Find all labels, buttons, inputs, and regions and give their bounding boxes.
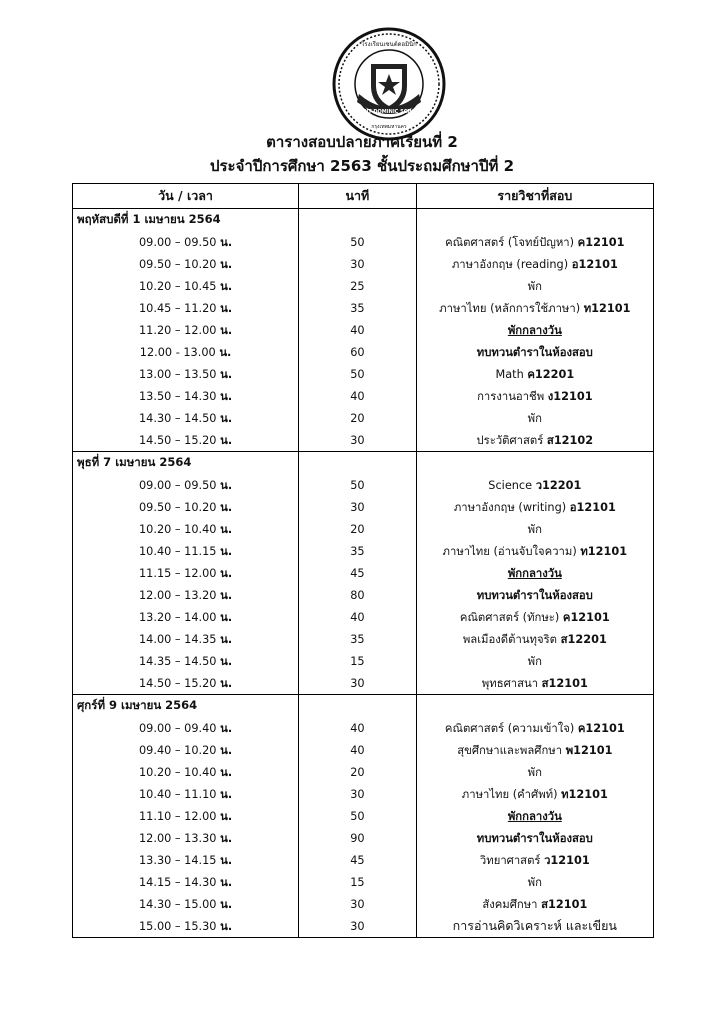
- subject-cell: [416, 518, 653, 540]
- subject-code: ส12201: [560, 633, 607, 646]
- subject-cell: [416, 783, 653, 805]
- minutes-cell: 15: [299, 650, 417, 672]
- subject-name: ทบทวนตำราในห้องสอบ: [476, 346, 593, 359]
- time-cell: [73, 584, 299, 606]
- time-cell: [73, 518, 299, 540]
- subject-cell: [416, 407, 653, 429]
- table-row: [73, 628, 654, 650]
- time-unit: น.: [220, 258, 233, 271]
- subject-code: พ12101: [565, 744, 613, 757]
- time-cell: [73, 827, 299, 849]
- time-cell: [73, 429, 299, 452]
- minutes-cell: 35: [299, 297, 417, 319]
- time-unit: น.: [220, 766, 233, 779]
- subject-code: ท12101: [580, 545, 628, 558]
- subject-name: พุทธศาสนา: [481, 677, 539, 690]
- time-cell: [73, 253, 299, 275]
- time-range: 14.50 – 15.20: [138, 677, 217, 690]
- subject-name: สังคมศึกษา: [482, 898, 538, 911]
- time-unit: น.: [220, 368, 233, 381]
- table-row: [73, 562, 654, 584]
- time-cell: [73, 275, 299, 297]
- table-row: [73, 827, 654, 849]
- logo-top-text: โรงเรียนเซนต์ดอมินิก: [361, 41, 417, 48]
- time-unit: น.: [220, 479, 233, 492]
- subject-name: Science: [488, 479, 533, 492]
- table-row: [73, 783, 654, 805]
- subject-code: อ12101: [571, 258, 618, 271]
- time-cell: [73, 474, 299, 496]
- subject-name: ภาษาอังกฤษ (reading): [451, 258, 569, 271]
- empty-cell: [299, 209, 417, 232]
- minutes-cell: 35: [299, 628, 417, 650]
- minutes-cell: 40: [299, 739, 417, 761]
- minutes-cell: 30: [299, 893, 417, 915]
- time-range: 09.00 – 09.50: [138, 479, 217, 492]
- time-unit: น.: [220, 302, 233, 315]
- minutes-cell: 50: [299, 474, 417, 496]
- minutes-cell: 20: [299, 518, 417, 540]
- table-row: [73, 363, 654, 385]
- subject-code: ท12101: [561, 788, 608, 801]
- subject-name: ภาษาไทย (คำศัพท์): [461, 788, 558, 801]
- minutes-cell: 30: [299, 915, 417, 938]
- subject-cell: [416, 915, 653, 938]
- day-header-row: [73, 695, 654, 718]
- subject-name: ภาษาไทย (หลักการใช้ภาษา): [439, 302, 581, 315]
- time-unit: น.: [220, 898, 233, 911]
- empty-cell: [416, 452, 653, 475]
- subject-code: ง12101: [547, 390, 593, 403]
- subject-code: ค12101: [562, 611, 610, 624]
- subject-cell: [416, 871, 653, 893]
- subject-name: คณิตศาสตร์ (โจทย์ปัญหา): [445, 236, 575, 249]
- table-row: [73, 871, 654, 893]
- subject-cell: [416, 739, 653, 761]
- time-range: 13.50 – 14.30: [138, 390, 217, 403]
- time-cell: [73, 496, 299, 518]
- time-range: 14.00 – 14.35: [138, 633, 217, 646]
- subject-name: การอ่านคิดวิเคราะห์ และเขียน: [452, 918, 617, 933]
- time-range: 10.40 – 11.15: [138, 545, 217, 558]
- table-row: [73, 761, 654, 783]
- subject-cell: [416, 253, 653, 275]
- time-range: 14.50 – 15.20: [138, 434, 217, 447]
- time-range: 13.20 – 14.00: [138, 611, 217, 624]
- table-row: [73, 805, 654, 827]
- time-range: 11.10 – 12.00: [138, 810, 217, 823]
- time-range: 10.20 – 10.40: [138, 766, 217, 779]
- exam-schedule-table: [72, 183, 654, 938]
- empty-cell: [416, 695, 653, 718]
- minutes-cell: 45: [299, 849, 417, 871]
- time-cell: [73, 231, 299, 253]
- time-cell: [73, 562, 299, 584]
- time-cell: [73, 341, 299, 363]
- subject-cell: [416, 672, 653, 695]
- minutes-cell: 20: [299, 761, 417, 783]
- page-subtitle: ประจำปีการศึกษา 2563 ชั้นประถมศึกษาปีที่ 2: [209, 157, 515, 175]
- table-row: [73, 341, 654, 363]
- subject-code: ว12201: [535, 479, 582, 492]
- minutes-cell: 35: [299, 540, 417, 562]
- minutes-cell: 50: [299, 231, 417, 253]
- time-unit: น.: [220, 677, 233, 690]
- subject-cell: [416, 474, 653, 496]
- subject-cell: [416, 363, 653, 385]
- time-unit: น.: [220, 854, 233, 867]
- time-unit: น.: [219, 346, 232, 359]
- time-cell: [73, 717, 299, 739]
- table-row: [73, 297, 654, 319]
- day-label: พฤหัสบดีที่ 1 เมษายน 2564: [73, 209, 299, 232]
- header-day-time: วัน / เวลา: [73, 184, 299, 209]
- subject-cell: [416, 761, 653, 783]
- subject-name: ทบทวนตำราในห้องสอบ: [476, 832, 593, 845]
- subject-code: ส12101: [541, 898, 588, 911]
- day-header-row: [73, 452, 654, 475]
- time-range: 10.20 – 10.45: [138, 280, 217, 293]
- empty-cell: [299, 695, 417, 718]
- minutes-cell: 20: [299, 407, 417, 429]
- time-range: 12.00 – 13.30: [138, 832, 217, 845]
- table-row: [73, 385, 654, 407]
- subject-name: ภาษาอังกฤษ (writing): [453, 501, 567, 514]
- subject-name: ทบทวนตำราในห้องสอบ: [476, 589, 593, 602]
- time-cell: [73, 915, 299, 938]
- subject-name: สุขศึกษาและพลศึกษา: [457, 744, 563, 757]
- subject-cell: [416, 297, 653, 319]
- time-range: 09.50 – 10.20: [138, 258, 217, 271]
- table-row: [73, 606, 654, 628]
- time-cell: [73, 849, 299, 871]
- day-label: พุธที่ 7 เมษายน 2564: [73, 452, 299, 475]
- time-unit: น.: [220, 280, 233, 293]
- subject-cell: [416, 849, 653, 871]
- time-cell: [73, 650, 299, 672]
- subject-code: ท12101: [583, 302, 631, 315]
- minutes-cell: 40: [299, 385, 417, 407]
- minutes-cell: 50: [299, 805, 417, 827]
- subject-cell: [416, 275, 653, 297]
- empty-cell: [416, 209, 653, 232]
- subject-cell: [416, 341, 653, 363]
- time-unit: น.: [220, 434, 233, 447]
- subject-name: วิทยาศาสตร์: [479, 854, 541, 867]
- subject-name: ภาษาไทย (อ่านจับใจความ): [442, 545, 577, 558]
- time-unit: น.: [220, 633, 233, 646]
- table-row: [73, 717, 654, 739]
- time-range: 14.15 – 14.30: [138, 876, 217, 889]
- minutes-cell: 60: [299, 341, 417, 363]
- table-row: [73, 496, 654, 518]
- subject-cell: [416, 496, 653, 518]
- subject-name: พักกลางวัน: [507, 810, 562, 823]
- subject-code: ว12101: [544, 854, 590, 867]
- time-range: 13.00 – 13.50: [138, 368, 217, 381]
- minutes-cell: 30: [299, 253, 417, 275]
- school-seal-logo: [329, 24, 449, 144]
- time-cell: [73, 407, 299, 429]
- subject-cell: [416, 650, 653, 672]
- subject-name: พักกลางวัน: [507, 567, 562, 580]
- subject-cell: [416, 319, 653, 341]
- subject-cell: [416, 231, 653, 253]
- table-row: [73, 584, 654, 606]
- time-unit: น.: [220, 876, 233, 889]
- subject-name: การงานอาชีพ: [477, 390, 545, 403]
- time-cell: [73, 783, 299, 805]
- time-unit: น.: [220, 324, 233, 337]
- minutes-cell: 30: [299, 429, 417, 452]
- time-unit: น.: [220, 412, 233, 425]
- table-row: [73, 518, 654, 540]
- subject-code: ค12201: [527, 368, 575, 381]
- subject-code: อ12101: [569, 501, 616, 514]
- time-unit: น.: [220, 788, 233, 801]
- time-cell: [73, 540, 299, 562]
- subject-cell: [416, 628, 653, 650]
- time-unit: น.: [220, 589, 233, 602]
- subject-name: พลเมืองดีต้านทุจริต: [462, 633, 558, 646]
- subject-name: พัก: [527, 876, 542, 889]
- time-range: 14.30 – 15.00: [138, 898, 217, 911]
- minutes-cell: 80: [299, 584, 417, 606]
- empty-cell: [299, 452, 417, 475]
- time-range: 09.00 – 09.40: [138, 722, 217, 735]
- time-cell: [73, 297, 299, 319]
- subject-name: พัก: [527, 280, 542, 293]
- time-cell: [73, 628, 299, 650]
- header-subject: รายวิชาที่สอบ: [416, 184, 653, 209]
- time-cell: [73, 363, 299, 385]
- table-row: [73, 474, 654, 496]
- logo-banner-text: SAINT DOMINIC SCHOOL: [354, 109, 424, 115]
- time-range: 09.00 – 09.50: [138, 236, 217, 249]
- time-unit: น.: [220, 920, 233, 933]
- time-unit: น.: [220, 722, 233, 735]
- minutes-cell: 50: [299, 363, 417, 385]
- time-unit: น.: [220, 236, 233, 249]
- subject-cell: [416, 606, 653, 628]
- subject-name: พัก: [527, 412, 542, 425]
- time-cell: [73, 893, 299, 915]
- table-row: [73, 319, 654, 341]
- subject-name: พัก: [527, 766, 542, 779]
- minutes-cell: 30: [299, 496, 417, 518]
- subject-cell: [416, 717, 653, 739]
- time-cell: [73, 606, 299, 628]
- time-cell: [73, 761, 299, 783]
- time-cell: [73, 319, 299, 341]
- time-range: 10.40 – 11.10: [138, 788, 217, 801]
- time-cell: [73, 672, 299, 695]
- day-label: ศุกร์ที่ 9 เมษายน 2564: [73, 695, 299, 718]
- time-range: 09.50 – 10.20: [138, 501, 217, 514]
- minutes-cell: 15: [299, 871, 417, 893]
- minutes-cell: 30: [299, 783, 417, 805]
- subject-cell: [416, 584, 653, 606]
- time-cell: [73, 385, 299, 407]
- time-range: 14.30 – 14.50: [138, 412, 217, 425]
- table-row: [73, 915, 654, 938]
- time-unit: น.: [220, 832, 233, 845]
- time-unit: น.: [220, 501, 233, 514]
- header-minutes: นาที: [299, 184, 417, 209]
- table-row: [73, 849, 654, 871]
- subject-name: พัก: [527, 523, 542, 536]
- table-row: [73, 231, 654, 253]
- minutes-cell: 30: [299, 672, 417, 695]
- minutes-cell: 40: [299, 606, 417, 628]
- minutes-cell: 25: [299, 275, 417, 297]
- table-row: [73, 650, 654, 672]
- time-unit: น.: [220, 567, 233, 580]
- subject-cell: [416, 385, 653, 407]
- time-unit: น.: [220, 744, 233, 757]
- subject-cell: [416, 540, 653, 562]
- subject-code: ส12101: [541, 677, 588, 690]
- time-cell: [73, 739, 299, 761]
- time-range: 12.00 – 13.20: [138, 589, 217, 602]
- table-row: [73, 253, 654, 275]
- minutes-cell: 40: [299, 319, 417, 341]
- table-row: [73, 429, 654, 452]
- time-range: 10.20 – 10.40: [138, 523, 217, 536]
- subject-name: พัก: [527, 655, 542, 668]
- time-range: 15.00 – 15.30: [138, 920, 217, 933]
- time-unit: น.: [220, 545, 233, 558]
- time-unit: น.: [220, 390, 233, 403]
- time-range: 09.40 – 10.20: [138, 744, 217, 757]
- subject-code: ค12101: [577, 236, 625, 249]
- time-range: 14.35 – 14.50: [138, 655, 217, 668]
- time-unit: น.: [220, 523, 233, 536]
- subject-cell: [416, 562, 653, 584]
- table-header-row: [73, 184, 654, 209]
- subject-code: ค12101: [577, 722, 625, 735]
- subject-cell: [416, 827, 653, 849]
- subject-cell: [416, 805, 653, 827]
- subject-name: คณิตศาสตร์ (ความเข้าใจ): [444, 722, 575, 735]
- table-row: [73, 407, 654, 429]
- time-range: 10.45 – 11.20: [138, 302, 217, 315]
- subject-name: ประวัติศาสตร์: [476, 434, 544, 447]
- minutes-cell: 45: [299, 562, 417, 584]
- subject-name: คณิตศาสตร์ (ทักษะ): [459, 611, 560, 624]
- time-unit: น.: [220, 810, 233, 823]
- page-title: ตารางสอบปลายภาคเรียนที่ 2: [266, 133, 458, 151]
- time-cell: [73, 871, 299, 893]
- time-cell: [73, 805, 299, 827]
- table-row: [73, 739, 654, 761]
- time-range: 12.00 - 13.00: [139, 346, 216, 359]
- table-row: [73, 275, 654, 297]
- time-unit: น.: [220, 611, 233, 624]
- table-row: [73, 540, 654, 562]
- time-unit: น.: [220, 655, 233, 668]
- minutes-cell: 90: [299, 827, 417, 849]
- time-range: 13.30 – 14.15: [138, 854, 217, 867]
- day-header-row: [73, 209, 654, 232]
- subject-cell: [416, 893, 653, 915]
- table-row: [73, 893, 654, 915]
- subject-name: Math: [495, 368, 524, 381]
- subject-code: ส12102: [546, 434, 594, 447]
- subject-cell: [416, 429, 653, 452]
- subject-name: พักกลางวัน: [507, 324, 562, 337]
- minutes-cell: 40: [299, 717, 417, 739]
- logo-motto-text: กรุงเทพมหานคร: [371, 124, 407, 130]
- table-row: [73, 672, 654, 695]
- time-range: 11.15 – 12.00: [138, 567, 217, 580]
- time-range: 11.20 – 12.00: [138, 324, 217, 337]
